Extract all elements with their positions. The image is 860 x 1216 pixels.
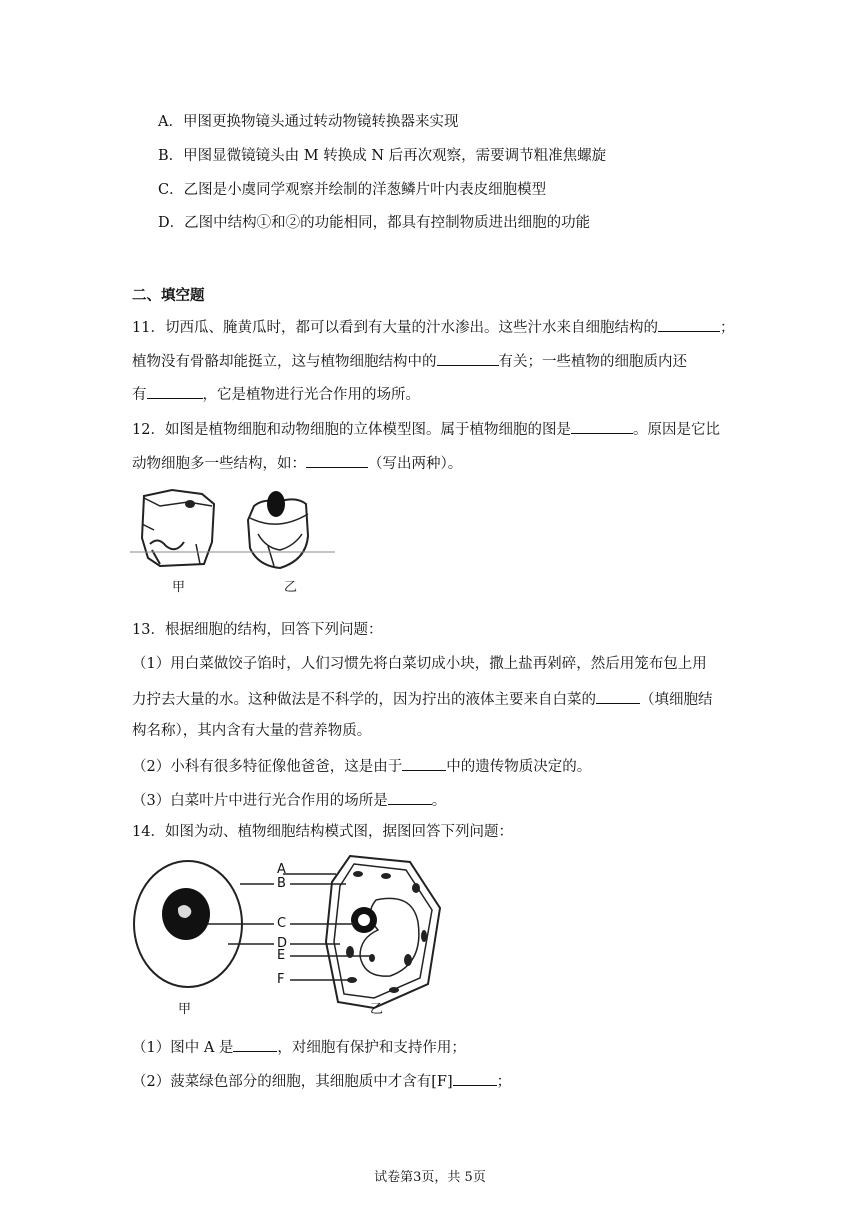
q11-line1 xyxy=(132,316,734,338)
q12-text: 动物细胞多一些结构，如： xyxy=(132,456,306,472)
cell-model-yi xyxy=(248,491,308,568)
q13-p1-line3: 构名称），其内含有大量的营养物质。 xyxy=(132,723,372,739)
q11-text: 11．切西瓜、腌黄瓜时，都可以看到有大量的汁水渗出。这些汁水来自细胞结构的 xyxy=(132,320,658,336)
answer-blank[interactable] xyxy=(437,350,499,366)
q13-p2 xyxy=(132,755,591,777)
q12-text: 。原因是它比 xyxy=(632,422,720,438)
q11-text: 有 xyxy=(132,387,147,403)
option-a: A．甲图更换物镜头通过转动物镜转换器来实现 xyxy=(158,114,459,130)
q13-text: （2）小科有很多特征像他爸爸，这是由于 xyxy=(132,759,403,775)
q11-text: 植物没有骨骼却能挺立，这与植物细胞结构中的 xyxy=(132,354,437,370)
q14-text: ； xyxy=(496,1074,512,1090)
answer-blank[interactable] xyxy=(306,452,368,468)
diagram-label-a: A xyxy=(277,862,286,877)
q13-text: 中的遗传物质决定的。 xyxy=(446,759,592,775)
option-c: C．乙图是小虞同学观察并绘制的洋葱鳞片叶内表皮细胞模型 xyxy=(158,182,547,198)
q13-text: 。 xyxy=(431,793,447,809)
q11-line2 xyxy=(132,350,687,372)
option-d: D．乙图中结构①和②的功能相同，都具有控制物质进出细胞的功能 xyxy=(158,215,591,231)
diagram-label-b: B xyxy=(277,876,286,891)
q13-p1-line1: （1）用白菜做饺子馅时，人们习惯先将白菜切成小块，撒上盐再剁碎，然后用笼布包上用 xyxy=(132,656,707,672)
cell-model-jia xyxy=(142,490,214,566)
q11-text: ； xyxy=(719,320,735,336)
diagram-label-c: C xyxy=(277,916,287,931)
q12-text: （写出两种）。 xyxy=(368,456,463,472)
option-b: B．甲图显微镜镜头由 M 转换成 N 后再次观察，需要调节粗准焦螺旋 xyxy=(158,148,607,164)
plant-cell-yi xyxy=(326,856,440,1008)
q13-p1-line2 xyxy=(132,688,713,710)
answer-blank[interactable] xyxy=(388,789,432,805)
q14-stem: 14．如图为动、植物细胞结构模式图，据图回答下列问题： xyxy=(132,824,513,840)
answer-blank[interactable] xyxy=(402,755,446,771)
diagram-label-jia: 甲 xyxy=(178,1002,192,1017)
q12-text: 12．如图是植物细胞和动物细胞的立体模型图。属于植物细胞的图是 xyxy=(132,422,571,438)
q13-text: 力拧去大量的水。这种做法是不科学的，因为拧出的液体主要来自白菜的 xyxy=(132,692,596,708)
section-title: 二、填空题 xyxy=(132,287,205,304)
q11-line3 xyxy=(132,383,420,405)
q14-text: ，对细胞有保护和支持作用； xyxy=(277,1040,466,1056)
q11-text: 有关；一些植物的细胞质内还 xyxy=(498,354,687,370)
answer-blank[interactable] xyxy=(233,1036,277,1052)
q13-stem: 13．根据细胞的结构，回答下列问题： xyxy=(132,622,383,638)
diagram-label-f: F xyxy=(277,972,285,987)
diagram-label-e: E xyxy=(277,948,286,963)
q13-text: （填细胞结 xyxy=(640,692,713,708)
q12-line2 xyxy=(132,452,462,474)
answer-blank[interactable] xyxy=(147,383,203,399)
q12-line1 xyxy=(132,418,720,440)
q14-p1 xyxy=(132,1036,466,1058)
diagram-label-d: D xyxy=(277,936,288,951)
answer-blank[interactable] xyxy=(453,1070,497,1086)
q14-text: （2）菠菜绿色部分的细胞，其细胞质中才含有[F] xyxy=(132,1074,453,1090)
answer-blank[interactable] xyxy=(596,688,640,704)
figure-label-yi: 乙 xyxy=(284,580,298,595)
figure-label-jia: 甲 xyxy=(172,580,186,595)
q14-text: （1）图中 A 是 xyxy=(132,1040,234,1056)
cell-3d-models-figure xyxy=(130,484,340,574)
diagram-label-yi: 乙 xyxy=(370,1002,384,1017)
page-footer: 试卷第3页，共 5页 xyxy=(374,1170,486,1185)
q14-p2 xyxy=(132,1070,511,1092)
q11-text: ，它是植物进行光合作用的场所。 xyxy=(202,387,420,403)
q13-text: （3）白菜叶片中进行光合作用的场所是 xyxy=(132,793,388,809)
answer-blank[interactable] xyxy=(571,418,633,434)
answer-blank[interactable] xyxy=(658,316,720,332)
q13-p3 xyxy=(132,789,446,811)
animal-plant-cell-diagram xyxy=(128,852,448,1022)
